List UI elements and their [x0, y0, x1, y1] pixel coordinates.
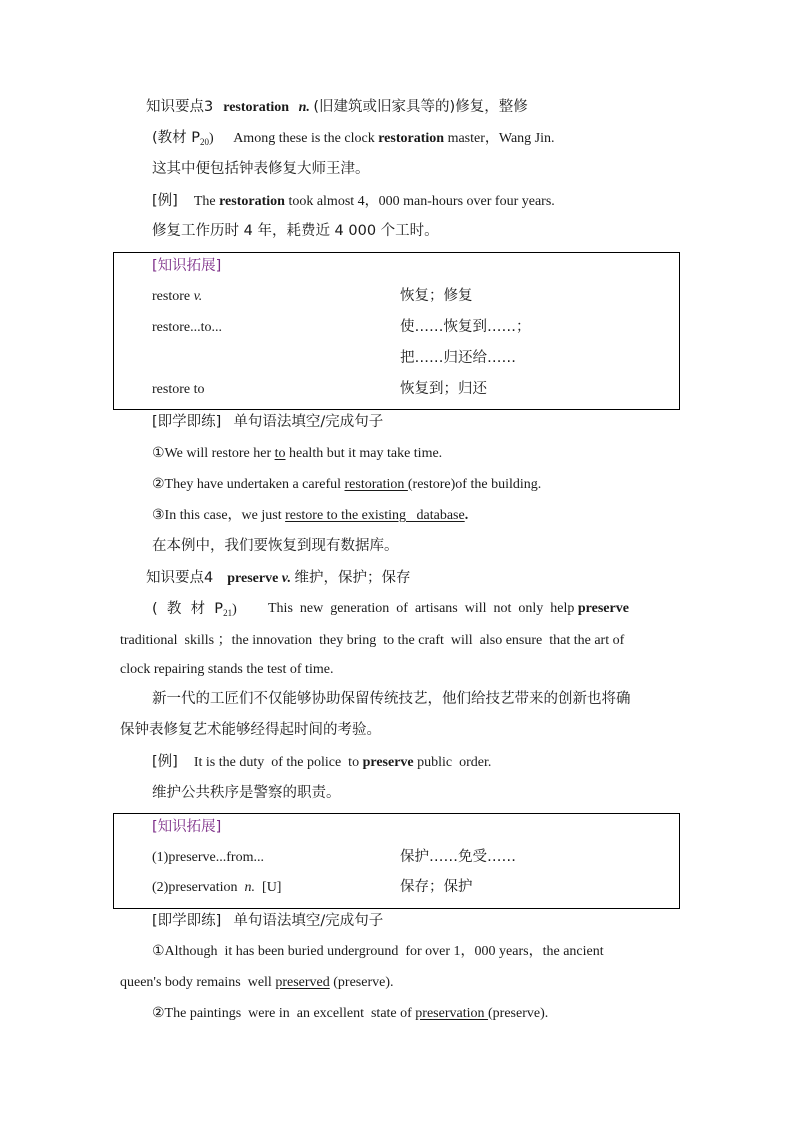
kp4-question-1-line1: ①Although it has been buried underground for over 1，000 years，the ancient: [152, 944, 604, 959]
kp3-ext-row-zh: 把……归还给……: [400, 350, 516, 366]
kp3-question-3: ③In this case，we just restore to the existing database.: [152, 508, 469, 523]
kp3-example2: [例] The restoration took almost 4，000 man-hours over four years.: [152, 193, 555, 209]
practice-tag: [即学即练]: [152, 913, 222, 929]
kp3-source-line: (教材 $P_{20}$) Among these is the clock restoration master，Wang Jin.: [152, 130, 555, 147]
practice-title: 单句语法填空/完成句子: [233, 913, 384, 929]
kp3-ext-row-zh: 使……恢复到……；: [400, 319, 531, 335]
kp4-example1-line3: clock repairing stands the test of time.: [120, 662, 334, 677]
answer: restore to the existing database: [285, 508, 465, 523]
example-tag: [例]: [152, 193, 178, 209]
kp3-extension-box: [113, 252, 680, 410]
kp4-pos: v.: [281, 571, 291, 586]
example-tag: [例]: [152, 754, 178, 770]
kp3-ext-row-en: restore v.: [152, 289, 203, 304]
practice-tag: [即学即练]: [152, 414, 222, 430]
kp4-practice-heading: [152, 911, 383, 931]
kp3-ext-row-zh: 恢复；修复: [400, 288, 473, 304]
kp4-ext-row-zh: 保护……免受……: [400, 849, 516, 865]
kp4-word: preserve: [227, 571, 279, 586]
kp3-source: (教材 $P_{20}$): [152, 130, 214, 147]
kp4-heading: [146, 568, 411, 589]
kp4-tag: 知识要点4: [146, 570, 214, 586]
kp4-example1-line2: traditional skills ；the innovation they bring to the craft will also ensure that the art of: [120, 633, 625, 648]
kp3-heading: [146, 97, 528, 118]
answer: preserved: [275, 975, 330, 990]
kp3-definition: (旧建筑或旧家具等的)修复，整修: [313, 99, 528, 115]
kp3-ext-row-zh: 恢复到；归还: [400, 381, 487, 397]
kp3-example2-translation: 修复工作历时 4 年，耗费近 4 000 个工时。: [152, 223, 439, 239]
answer: to: [274, 446, 286, 461]
kp4-example1-translation-1: 新一代的工匠们不仅能够协助保留传统技艺，他们给技艺带来的创新也将确: [152, 691, 631, 707]
kp4-question-1-line2: queen's body remains well preserved (preserve).: [120, 975, 394, 990]
kp4-ext-row-en: (2)preservation n. [U]: [152, 880, 282, 895]
answer: preservation: [415, 1006, 488, 1021]
kp3-ext-row-en: restore...to...: [152, 320, 222, 335]
kp3-question-2: ②They have undertaken a careful restoration (restore)of the building.: [152, 477, 542, 492]
kp3-word: restoration: [223, 100, 290, 115]
kp3-tag: 知识要点3: [146, 99, 214, 115]
answer: restoration: [344, 477, 408, 492]
practice-title: 单句语法填空/完成句子: [233, 414, 384, 430]
kp4-definition: 维护，保护；保存: [294, 570, 411, 586]
kp3-ext-row-en: restore to: [152, 382, 205, 397]
kp4-extension-title: [知识拓展]: [152, 819, 222, 835]
kp4-question-2: ②The paintings were in an excellent state of preservation (preserve).: [152, 1006, 549, 1021]
kp4-example2-translation: 维护公共秩序是警察的职责。: [152, 785, 341, 801]
kp4-extension-box: [113, 813, 680, 909]
kp4-example2: [例] It is the duty of the police to preserve public order.: [152, 754, 492, 770]
kp3-example1-translation: 这其中便包括钟表修复大师王津。: [152, 161, 370, 177]
kp3-question-1: ①We will restore her to health but it may take time.: [152, 446, 443, 461]
kp3-question-3-translation: 在本例中，我们要恢复到现有数据库。: [152, 538, 399, 554]
kp4-example1-translation-2: 保钟表修复艺术能够经得起时间的考验。: [120, 722, 381, 738]
kp3-practice-heading: [152, 412, 383, 432]
kp4-ext-row-zh: 保存；保护: [400, 879, 473, 895]
kp3-pos: n.: [298, 100, 310, 115]
kp4-example1-line1: ( 教 材 $P_{21}$) This new generation of artisans will not only help preserve: [152, 601, 629, 618]
kp3-extension-title: [知识拓展]: [152, 258, 222, 274]
kp4-ext-row-en: (1)preserve...from...: [152, 850, 264, 865]
